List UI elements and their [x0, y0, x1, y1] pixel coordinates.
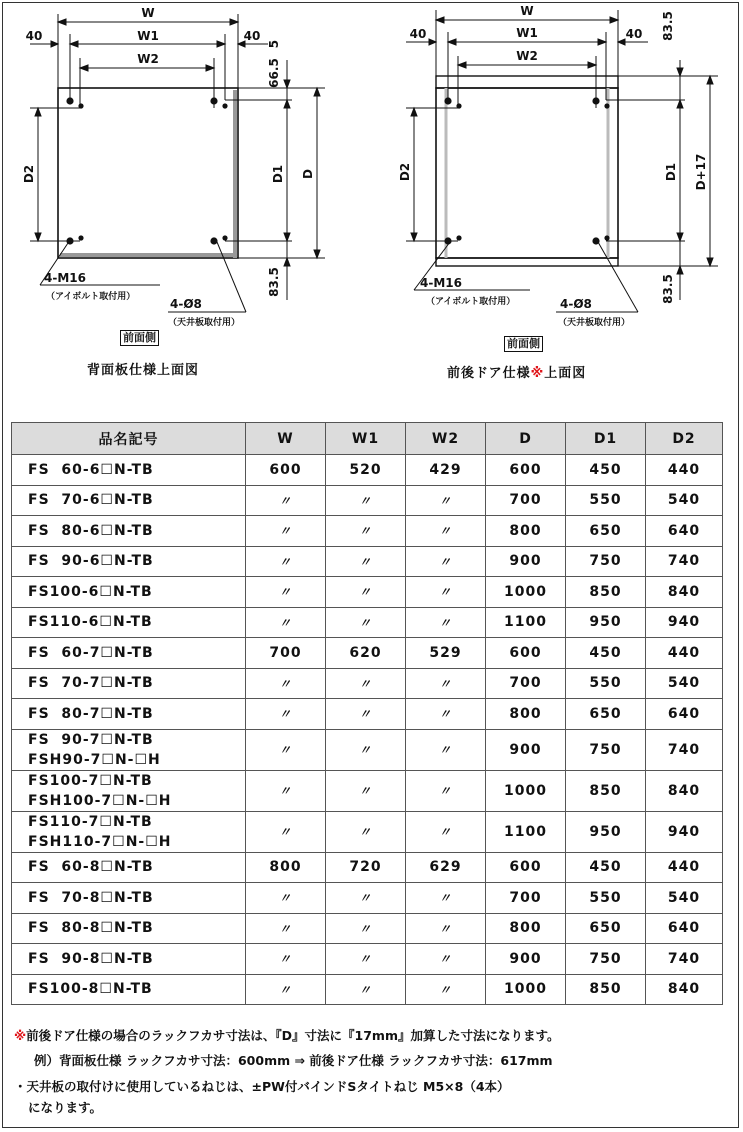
- left-d-label: D: [301, 169, 315, 179]
- left-40-left: 40: [25, 29, 43, 43]
- left-d2-label: D2: [22, 164, 36, 184]
- value-cell: 520: [326, 455, 406, 486]
- value-cell: 〃: [246, 577, 326, 608]
- value-cell: 800: [486, 516, 566, 547]
- product-code-cell: FS 90-6☐N-TB: [12, 546, 246, 577]
- value-cell: 529: [406, 638, 486, 669]
- value-cell: 〃: [406, 546, 486, 577]
- right-40-left: 40: [409, 27, 427, 41]
- product-code-cell: FS 60-8☐N-TB: [12, 852, 246, 883]
- note-line-1: ※前後ドア仕様の場合のラックフカサ寸法は、『D』寸法に『17mm』加算した寸法になります。: [14, 1028, 560, 1043]
- value-cell: 〃: [246, 546, 326, 577]
- diagram-right: [0, 0, 743, 420]
- value-cell: 〃: [406, 770, 486, 811]
- value-cell: 〃: [406, 485, 486, 516]
- value-cell: 900: [486, 546, 566, 577]
- value-cell: 740: [646, 944, 723, 975]
- table-row: [12, 944, 723, 975]
- left-d1-label: D1: [271, 164, 285, 184]
- value-cell: 〃: [406, 699, 486, 730]
- value-cell: 〃: [326, 485, 406, 516]
- value-cell: 600: [486, 455, 566, 486]
- product-code-cell: FS 70-8☐N-TB: [12, 883, 246, 914]
- value-cell: 〃: [406, 729, 486, 770]
- right-body-outline: [436, 88, 618, 258]
- value-cell: 850: [566, 974, 646, 1005]
- right-front-side-label: 前面側: [504, 336, 543, 352]
- table-header-row: [12, 423, 723, 455]
- value-cell: 800: [486, 913, 566, 944]
- value-cell: 〃: [326, 883, 406, 914]
- right-w1-label: W1: [516, 26, 538, 40]
- value-cell: 640: [646, 913, 723, 944]
- value-cell: 950: [566, 607, 646, 638]
- table-row: [12, 811, 723, 852]
- left-top-gap: 66.5: [267, 58, 281, 88]
- value-cell: 600: [486, 852, 566, 883]
- value-cell: 〃: [326, 546, 406, 577]
- value-cell: 〃: [326, 974, 406, 1005]
- value-cell: 〃: [246, 516, 326, 547]
- right-d-label: D+17: [694, 153, 708, 191]
- product-code-cell: FS110-7☐N-TB FSH110-7☐N-☐H: [12, 811, 246, 852]
- value-cell: 〃: [326, 811, 406, 852]
- value-cell: 〃: [326, 607, 406, 638]
- header-cell: D2: [646, 423, 723, 455]
- right-d1-label: D1: [664, 162, 678, 182]
- table-row: [12, 455, 723, 486]
- value-cell: 450: [566, 455, 646, 486]
- right-top-gap: 83.5: [661, 11, 675, 41]
- value-cell: 750: [566, 944, 646, 975]
- right-bottom-gap: 83.5: [661, 274, 675, 304]
- header-cell: W1: [326, 423, 406, 455]
- value-cell: 〃: [326, 577, 406, 608]
- value-cell: 〃: [326, 944, 406, 975]
- value-cell: 540: [646, 485, 723, 516]
- value-cell: 600: [246, 455, 326, 486]
- value-cell: 840: [646, 577, 723, 608]
- table-row: [12, 638, 723, 669]
- value-cell: 720: [326, 852, 406, 883]
- value-cell: 440: [646, 638, 723, 669]
- spec-table: [11, 422, 723, 1005]
- value-cell: 1000: [486, 974, 566, 1005]
- table-row: [12, 852, 723, 883]
- value-cell: 850: [566, 770, 646, 811]
- value-cell: 1100: [486, 811, 566, 852]
- value-cell: 650: [566, 913, 646, 944]
- value-cell: 1000: [486, 770, 566, 811]
- table-row: [12, 913, 723, 944]
- value-cell: 〃: [406, 516, 486, 547]
- value-cell: 〃: [326, 516, 406, 547]
- header-cell: W: [246, 423, 326, 455]
- value-cell: 〃: [406, 883, 486, 914]
- value-cell: 540: [646, 668, 723, 699]
- left-bolt-note: （アイボルト取付用）: [46, 292, 136, 302]
- product-code-cell: FS 80-6☐N-TB: [12, 516, 246, 547]
- value-cell: 650: [566, 699, 646, 730]
- table-row: [12, 668, 723, 699]
- value-cell: 〃: [246, 944, 326, 975]
- left-40-right: 40: [243, 29, 261, 43]
- value-cell: 〃: [326, 770, 406, 811]
- value-cell: 〃: [406, 577, 486, 608]
- note-line-4: になります。: [28, 1100, 103, 1115]
- left-w1-label: W1: [137, 29, 159, 43]
- product-code-cell: FS100-7☐N-TB FSH100-7☐N-☐H: [12, 770, 246, 811]
- value-cell: 550: [566, 668, 646, 699]
- right-rear-door: [436, 76, 618, 88]
- value-cell: 700: [246, 638, 326, 669]
- value-cell: 〃: [246, 913, 326, 944]
- value-cell: 620: [326, 638, 406, 669]
- value-cell: 〃: [406, 974, 486, 1005]
- value-cell: 〃: [246, 974, 326, 1005]
- product-code-cell: FS 80-8☐N-TB: [12, 913, 246, 944]
- value-cell: 450: [566, 852, 646, 883]
- value-cell: 〃: [406, 811, 486, 852]
- value-cell: 〃: [246, 699, 326, 730]
- value-cell: 450: [566, 638, 646, 669]
- product-code-cell: FS100-6☐N-TB: [12, 577, 246, 608]
- left-caption: 背面板仕様上面図: [87, 363, 200, 378]
- left-bolt-label: 4-M16: [44, 271, 86, 285]
- value-cell: 750: [566, 546, 646, 577]
- right-40-right: 40: [625, 27, 643, 41]
- product-code-cell: FS 90-8☐N-TB: [12, 944, 246, 975]
- value-cell: 700: [486, 485, 566, 516]
- value-cell: 900: [486, 729, 566, 770]
- note-line-2: 例）背面板仕様 ラックフカサ寸法：600mm ⇒ 前後ドア仕様 ラックフカサ寸法：617mm: [34, 1053, 553, 1068]
- product-code-cell: FS 80-7☐N-TB: [12, 699, 246, 730]
- value-cell: 〃: [246, 811, 326, 852]
- left-front-side-label: 前面側: [120, 330, 159, 346]
- value-cell: 629: [406, 852, 486, 883]
- left-hole-note: （天井板取付用）: [168, 318, 241, 328]
- value-cell: 640: [646, 699, 723, 730]
- right-caption: 前後ドア仕様※上面図: [447, 366, 587, 381]
- value-cell: 1100: [486, 607, 566, 638]
- right-bolt-label: 4-M16: [420, 276, 462, 290]
- table-row: [12, 883, 723, 914]
- value-cell: 700: [486, 668, 566, 699]
- value-cell: 700: [486, 883, 566, 914]
- right-hole-note: （天井板取付用）: [558, 318, 631, 328]
- table-row: [12, 516, 723, 547]
- value-cell: 850: [566, 577, 646, 608]
- right-bolt-note: （アイボルト取付用）: [426, 297, 516, 307]
- value-cell: 〃: [246, 485, 326, 516]
- value-cell: 840: [646, 770, 723, 811]
- product-code-cell: FS110-6☐N-TB: [12, 607, 246, 638]
- value-cell: 800: [246, 852, 326, 883]
- value-cell: 〃: [406, 944, 486, 975]
- value-cell: 1000: [486, 577, 566, 608]
- header-cell: D: [486, 423, 566, 455]
- table-row: [12, 607, 723, 638]
- right-w2-label: W2: [516, 49, 538, 63]
- left-right-top: 5: [267, 39, 281, 49]
- table-row: [12, 729, 723, 770]
- value-cell: 〃: [246, 729, 326, 770]
- value-cell: 840: [646, 974, 723, 1005]
- product-code-cell: FS 70-7☐N-TB: [12, 668, 246, 699]
- value-cell: 〃: [406, 607, 486, 638]
- table-row: [12, 577, 723, 608]
- value-cell: 900: [486, 944, 566, 975]
- product-code-cell: FS 70-6☐N-TB: [12, 485, 246, 516]
- value-cell: 440: [646, 455, 723, 486]
- right-hole-label: 4-Ø8: [560, 297, 592, 311]
- left-w2-label: W2: [137, 52, 159, 66]
- right-d2-label: D2: [398, 162, 412, 182]
- value-cell: 650: [566, 516, 646, 547]
- table-row: [12, 546, 723, 577]
- value-cell: 〃: [406, 913, 486, 944]
- table-row: [12, 699, 723, 730]
- product-code-cell: FS 60-7☐N-TB: [12, 638, 246, 669]
- value-cell: 〃: [406, 668, 486, 699]
- value-cell: 940: [646, 607, 723, 638]
- value-cell: 〃: [246, 770, 326, 811]
- value-cell: 640: [646, 516, 723, 547]
- value-cell: 540: [646, 883, 723, 914]
- header-cell: 品名記号: [12, 423, 246, 455]
- product-code-cell: FS 90-7☐N-TB FSH90-7☐N-☐H: [12, 729, 246, 770]
- value-cell: 440: [646, 852, 723, 883]
- right-front-door: [436, 258, 618, 266]
- value-cell: 〃: [326, 913, 406, 944]
- note-line-3: ・天井板の取付けに使用しているねじは、±PW付バインドSタイトねじ M5×8（4本）: [14, 1079, 510, 1094]
- left-w-label: W: [141, 6, 155, 20]
- table-row: [12, 770, 723, 811]
- table-row: [12, 974, 723, 1005]
- value-cell: 940: [646, 811, 723, 852]
- table-row: [12, 485, 723, 516]
- value-cell: 〃: [326, 699, 406, 730]
- product-code-cell: FS100-8☐N-TB: [12, 974, 246, 1005]
- value-cell: 〃: [246, 607, 326, 638]
- value-cell: 550: [566, 485, 646, 516]
- value-cell: 740: [646, 729, 723, 770]
- product-code-cell: FS 60-6☐N-TB: [12, 455, 246, 486]
- value-cell: 600: [486, 638, 566, 669]
- header-cell: D1: [566, 423, 646, 455]
- value-cell: 〃: [326, 668, 406, 699]
- value-cell: 〃: [246, 668, 326, 699]
- value-cell: 〃: [246, 883, 326, 914]
- value-cell: 429: [406, 455, 486, 486]
- value-cell: 740: [646, 546, 723, 577]
- value-cell: 800: [486, 699, 566, 730]
- value-cell: 〃: [326, 729, 406, 770]
- left-bottom-gap: 83.5: [267, 267, 281, 297]
- header-cell: W2: [406, 423, 486, 455]
- value-cell: 950: [566, 811, 646, 852]
- value-cell: 550: [566, 883, 646, 914]
- right-w-label: W: [520, 4, 534, 18]
- left-hole-label: 4-Ø8: [170, 297, 202, 311]
- value-cell: 750: [566, 729, 646, 770]
